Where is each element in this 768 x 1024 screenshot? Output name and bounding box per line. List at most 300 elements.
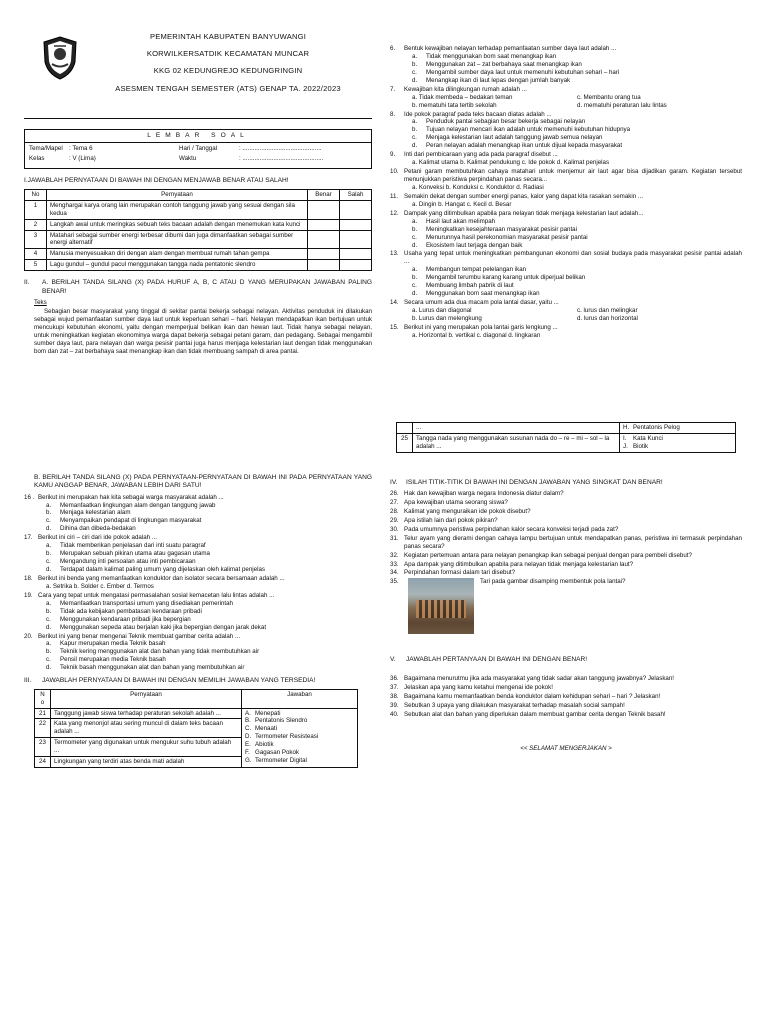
- col-no: No: [25, 189, 47, 200]
- question-number: 37.: [390, 683, 399, 691]
- row-statement: Langkah awal untuk meringkas sebuah teks bacaan adalah dengan menemukan kata kunci: [47, 219, 308, 230]
- section4-heading: [390, 479, 742, 487]
- question-number: 30.: [390, 525, 399, 533]
- option-list: [412, 53, 742, 85]
- question-number: 40.: [390, 710, 399, 718]
- question-text: Usaha yang tepat untuk meningkatkan pembangunan ekonomi dan sosial budaya pada masyarakat pesisir pantai adalah ...: [404, 250, 742, 266]
- option-text: Mengandung inti persoalan atau inti pembicaraan: [60, 558, 196, 566]
- question-row: [390, 561, 742, 569]
- question-number: 12.: [390, 209, 399, 217]
- option-letter: b.: [412, 274, 418, 282]
- row-number: 2: [25, 219, 47, 230]
- option-text: Terdapat dalam kalimat paling umum yang dijelaskan oleh kalimat penjelas: [60, 566, 265, 573]
- option: [412, 226, 742, 234]
- question-text: Kegiatan pertemuan antara para nelayan penangkap ikan sebagai penjual dengan para pembeli disebut?: [404, 551, 692, 559]
- question-number: 34.: [390, 569, 399, 577]
- question-row: [390, 526, 742, 534]
- matching-table: [34, 689, 358, 769]
- option-text: Kapur merupakan media Teknik basah: [60, 640, 166, 648]
- section5-heading: [390, 656, 742, 664]
- closing-message: << SELAMAT MENGERJAKAN >: [520, 744, 612, 752]
- question-number: 19.: [24, 591, 33, 599]
- option-letter: a.: [412, 52, 418, 60]
- question-text: Perpindahan formasi dalam tari disebut?: [404, 569, 516, 577]
- question-number: 38.: [390, 692, 399, 700]
- section2-num: II.: [24, 279, 30, 287]
- option-letter: a.: [46, 501, 52, 509]
- question-text: Berikut ini benda yang memanfaatkan konduktor dan isolator secara bersamaan adalah ...: [38, 574, 285, 582]
- question-row: [24, 633, 372, 641]
- option-text: a. Kalimat utama b. Kalimat pendukung c. Ide pokok d. Kalimat penjelas: [412, 159, 610, 167]
- section4-questions: [390, 490, 742, 634]
- option-letter: b.: [46, 648, 52, 656]
- sheet-info-box: [24, 129, 372, 169]
- question-number: 32.: [390, 551, 399, 559]
- question-row: [390, 490, 742, 498]
- answer-letter: A.: [245, 709, 251, 717]
- option: [46, 566, 372, 574]
- option: [46, 616, 372, 624]
- option: [412, 69, 742, 77]
- salah-cell: [340, 260, 372, 271]
- row-number: 23: [35, 738, 51, 757]
- option-text: Membangun tempat pelelangan ikan: [426, 266, 527, 274]
- option: [412, 218, 742, 226]
- option: [412, 142, 742, 150]
- option-letter: b.: [412, 225, 418, 233]
- question-text: Berikut ini yang merupakan pola lantai garis lengkung ...: [404, 323, 558, 331]
- benar-cell: [308, 200, 340, 219]
- question-row: [24, 592, 372, 600]
- row-statement: Matahari sebagai sumber energi terbesar dibumi dan juga dimanfaatkan sebagai sumber energi alternatif: [47, 230, 308, 249]
- section4-title: ISILAH TITIK-TITIK DI BAWAH INI DENGAN JAWABAN YANG SINGKAT DAN BENAR!: [406, 478, 663, 486]
- option-text: Tidak ada kebijakan pembatasan kendaraan pribadi: [60, 607, 202, 615]
- table-row: [25, 219, 372, 230]
- answer-option: [623, 435, 732, 443]
- option-letter: d.: [46, 566, 52, 573]
- row-number: 5: [25, 260, 47, 271]
- option-list: [412, 218, 742, 250]
- col-jawaban: Jawaban: [242, 689, 358, 708]
- answer-letter: G.: [245, 757, 252, 765]
- answer-text: Biotik: [633, 442, 649, 450]
- option-letter: d.: [412, 241, 418, 249]
- matching-table-continued: [396, 422, 736, 453]
- question-row: [24, 494, 372, 502]
- question-text: Semakin dekat dengan sumber energi panas, kalor yang dapat kita rasakan semakin ...: [404, 192, 644, 200]
- benar-cell: [308, 249, 340, 260]
- question-row: [24, 575, 372, 583]
- option: [46, 656, 372, 664]
- benar-cell: [308, 230, 340, 249]
- question-number: 20.: [24, 632, 33, 640]
- option-text: a. Konveksi b. Konduksi c. Konduktor d. Radiasi: [412, 183, 544, 191]
- option-text: a. Tidak membeda – bedakan teman: [412, 93, 513, 101]
- answer-text: Termometer Digital: [255, 757, 307, 765]
- option-text: Memanfaatkan transportasi umum yang disediakan pemerintah: [60, 599, 233, 607]
- option-letter: b.: [412, 126, 418, 134]
- question-text: Tari pada gambar disamping membentuk pola lantai?: [480, 578, 626, 586]
- answer-option: [245, 717, 354, 725]
- option: [412, 282, 742, 290]
- question-number: 10.: [390, 168, 399, 176]
- option-text: a. Horizontal b. vertikal c. diagonal d. lingkaran: [412, 331, 541, 339]
- header-exam-title: ASESMEN TENGAH SEMESTER (ATS) GENAP TA. 2022/2023: [115, 83, 341, 93]
- answer-option: [245, 749, 354, 757]
- row-number: 22: [35, 719, 51, 738]
- option-letter: d.: [46, 623, 52, 631]
- option-letter: d.: [46, 525, 52, 533]
- option: [46, 542, 372, 550]
- question-row: [390, 193, 742, 201]
- question-number: 27.: [390, 498, 399, 506]
- row-number: 24: [35, 757, 51, 768]
- question-text: Apa kewajiban utama seorang siswa?: [404, 498, 508, 506]
- question-item: [24, 633, 372, 673]
- option-row: [412, 307, 742, 315]
- question-row: [390, 569, 742, 577]
- option-letter: a.: [412, 266, 418, 274]
- waktu-label: Waktu: [179, 155, 197, 163]
- question-row: [390, 517, 742, 525]
- option-row: [46, 583, 372, 591]
- section1-title: I.JAWABLAH PERNYATAAN DI BAWAH INI DENGAN MENJAWAB BENAR ATAU SALAH!: [24, 177, 289, 185]
- question-number: 31.: [390, 534, 399, 542]
- question-number: 28.: [390, 507, 399, 515]
- section3-num: III.: [24, 677, 32, 685]
- question-item: [24, 534, 372, 574]
- row-statement: Termometer yang digunakan untuk mengukur suhu tubuh adalah ...: [51, 738, 242, 757]
- question-item: [390, 210, 742, 250]
- question-text: Bagaimana kamu memanfaatkan benda konduktor dalam kehidupan sehari – hari ? Jelaskan!: [404, 692, 661, 700]
- option-letter: d.: [412, 76, 418, 84]
- table-row: [25, 249, 372, 260]
- option-letter: d.: [412, 290, 418, 298]
- option: [46, 550, 372, 558]
- header-divider: [24, 118, 372, 119]
- option-row: [412, 332, 742, 340]
- section2-title: A. BERILAH TANDA SILANG (X) PADA HURUF A, B, C ATAU D YANG MERUPAKAN JAWABAN PALING BENAR!: [42, 279, 372, 295]
- question-text: Secara umum ada dua macam pola lantai dasar, yaitu ...: [404, 299, 559, 307]
- option-list: [46, 542, 372, 574]
- option-letter: d.: [412, 142, 418, 150]
- option: [46, 509, 372, 517]
- question-row: [390, 684, 742, 692]
- question-item: [390, 193, 742, 209]
- option-text: Teknik basah menggunakan alat dan bahan yang membutuhkan air: [60, 664, 245, 672]
- option: [412, 234, 742, 242]
- option-text: Penduduk pantai sebagian besar bekerja sebagai nelayan: [426, 118, 586, 126]
- row-statement: Kata yang menonjol atau sering muncul di dalam teks bacaan adalah ...: [51, 719, 242, 738]
- option-text: d. lurus dan horizontal: [577, 314, 638, 322]
- option-letter: c.: [46, 615, 51, 623]
- option-text: c. Membantu orang tua: [577, 93, 641, 101]
- table-row: [35, 708, 358, 719]
- option-letter: c.: [46, 656, 51, 664]
- option-letter: a.: [412, 118, 418, 126]
- option-list: [46, 640, 372, 672]
- answer-letter: H.: [623, 423, 630, 431]
- section3-title: JAWABLAH PERNYATAAN DI BAWAH INI DENGAN MEMILIH JAWABAN YANG TERSEDIA!: [42, 677, 316, 685]
- option-text: Menangkap ikan di laut lepas dengan jumlah banyak: [426, 76, 571, 84]
- option-letter: b.: [46, 607, 52, 615]
- option-letter: d.: [46, 664, 52, 672]
- section3-heading: [24, 677, 372, 685]
- section5-title: JAWABLAH PERTANYAAN DI BAWAH INI DENGAN BENAR!: [406, 656, 588, 664]
- option-text: Meningkatkan kesejahteraan masyarakat pesisir pantai: [426, 225, 577, 233]
- question-row: [390, 508, 742, 516]
- option-letter: c.: [412, 68, 417, 76]
- answer-text: Menaati: [255, 725, 278, 733]
- option-text: Tujuan nelayan mencari ikan adalah untuk memenuhi kebutuhan hidupnya: [426, 126, 631, 134]
- question-text: Sebutkan 3 upaya yang dilakukan masyarakat terhadap masalah social sampah!: [404, 701, 625, 709]
- answer-text: Abiotik: [255, 741, 274, 749]
- tema-label: Tema/Mapel: [29, 145, 63, 153]
- question-item: [24, 592, 372, 632]
- option: [412, 61, 742, 69]
- right-column: [390, 44, 742, 752]
- question-number: 16 .: [24, 493, 35, 501]
- question-text: Ide pokok paragraf pada teks bacaan diatas adalah ...: [404, 110, 552, 118]
- question-text: Petani garam membutuhkan cahaya matahari untuk menjemur air laut agar bisa dijadikan garam. Kegiatan tersebut menunjukkan peristiwa perpindahan panas secara...: [404, 168, 742, 183]
- table-row: [25, 230, 372, 249]
- answer-letter: B.: [245, 717, 251, 725]
- option: [412, 134, 742, 142]
- option: [412, 242, 742, 250]
- question-text: Kalimat yang menguraikan ide pokok disebut?: [404, 507, 531, 515]
- row-number: 3: [25, 230, 47, 249]
- hari-label: Hari / Tanggal: [179, 145, 218, 153]
- question-row: [24, 534, 372, 542]
- kelas-value: : V (Lima): [69, 155, 96, 163]
- question-text: Kewajiban kita dilingkungan rumah adalah ...: [404, 85, 527, 93]
- option-row: [412, 315, 742, 323]
- option-text: Menjaga kelestarian laut adalah tanggung jawab semua nelayan: [426, 134, 603, 142]
- col-no: N o: [35, 689, 51, 708]
- row-statement: Menghargai karya orang lain merupakan contoh tanggung jawab yang sesuai dengan sila kedua: [47, 200, 308, 219]
- answer-text: Pentatonis Slendro: [255, 717, 308, 725]
- sheet-title: LEMBAR SOAL: [25, 130, 371, 143]
- question-text: Bagaimana menurutmu jika ada masyarakat yang tidak sadar akan tanggung jawabnya? Jelaskan!: [404, 674, 675, 682]
- teks-label: Teks: [34, 299, 47, 307]
- option-text: b. Lurus dan melengkung: [412, 314, 482, 322]
- option-list: [412, 266, 742, 298]
- option: [412, 77, 742, 85]
- answer-letter: C.: [245, 725, 252, 733]
- option-text: Menyampaikan pendapat di lingkungan masyarakat: [60, 517, 202, 525]
- option: [46, 502, 372, 510]
- question-row: [390, 86, 742, 94]
- row-number: 4: [25, 249, 47, 260]
- answer-letter: I.: [623, 434, 627, 442]
- option: [46, 608, 372, 616]
- table-row: [25, 200, 372, 219]
- row-text: Tangga nada yang menggunakan susunan nada do – re – mi – sol – la adalah ...: [413, 433, 620, 452]
- option-text: Menggunakan bom saat menangkap ikan: [426, 290, 540, 298]
- option-letter: a.: [46, 640, 52, 648]
- option: [412, 53, 742, 61]
- question-row: [390, 702, 742, 710]
- option: [46, 517, 372, 525]
- benar-cell: [308, 260, 340, 271]
- option: [46, 664, 372, 672]
- option-text: Memanfaatkan lingkungan alam dengan tanggung jawab: [60, 501, 216, 509]
- option-list: [46, 502, 372, 534]
- answer-option: [245, 733, 354, 741]
- question-item: [24, 575, 372, 591]
- option-text: c. lurus dan melingkar: [577, 307, 638, 314]
- option-text: Mengambil terumbu karang karang untuk diperjual belikan: [426, 274, 586, 282]
- salah-cell: [340, 230, 372, 249]
- question-row: [390, 535, 742, 551]
- option-letter: b.: [46, 509, 52, 517]
- question-number: 35.: [390, 578, 399, 586]
- option-letter: a.: [412, 217, 418, 225]
- col-salah: Salah: [340, 189, 372, 200]
- question-text: Sebutkan alat dan bahan yang diperlukan dalam membuat gambar cerita dengan Teknik basah!: [404, 710, 666, 718]
- section2-heading: [24, 279, 372, 296]
- question-number: 33.: [390, 560, 399, 568]
- question-row: [390, 111, 742, 119]
- answer-list: [242, 708, 358, 768]
- question-number: 26.: [390, 490, 399, 497]
- option-text: Ekosistem laut terjaga dengan baik: [426, 241, 523, 249]
- row-statement: Lingkungan yang terdiri atas benda mati adalah: [51, 757, 242, 768]
- col-pernyataan: Pernyataan: [51, 689, 242, 708]
- question-item: [390, 250, 742, 298]
- question-item: [390, 151, 742, 167]
- option-list: [412, 118, 742, 150]
- reading-passage: Sebagian besar masyarakat yang tinggal di sekitar pantai bekerja sebagai nelayan. Aktivitas penduduk ini dilakukan sebagai wujud pemanfaatan sumber daya laut untuk keperluan sehari – hari. Nelayan mendapatkan ikan bertujuan untuk mencukupi kebutuhan ekonomi, yaitu dengan memperjual belikan ikan dan hewan laut. Tidak hanya sebagai nelayan, untuk meningkatkan kegiatan ekonominya warga dapat bekerja sebagai petani garam, dan pedagang. Sebagai mengambil sumber daya laut, para nelayan dan warga pesisir pantai juga harus menjaga kelestarian laut dengan tidak menggunakan bom dan zat – zat berbahaya saat menangkap ikan dan tidak membuang sampah di area pantai.: [34, 308, 372, 355]
- row-text: ...: [413, 422, 620, 433]
- question-row: [390, 45, 742, 53]
- answer-text: Termometer Resisteasi: [255, 733, 319, 741]
- col-pernyataan: Pernyataan: [47, 189, 308, 200]
- question-item: [24, 494, 372, 534]
- option-text: Dihina dan dibeda-bedakan: [60, 525, 136, 533]
- answer-text: Menepati: [255, 709, 281, 717]
- benar-cell: [308, 219, 340, 230]
- option-letter: b.: [46, 550, 52, 558]
- answer-text: Gagasan Pokok: [255, 749, 300, 757]
- dance-photo: [408, 578, 474, 634]
- answer-text: Pentatonis Pelog: [633, 423, 680, 431]
- option-row: [412, 159, 742, 167]
- question-row: [390, 578, 742, 634]
- option-text: Menggunakan zat – zat berbahaya saat menangkap ikan: [426, 60, 582, 68]
- answer-letter: D.: [245, 733, 252, 741]
- option-letter: c.: [412, 282, 417, 290]
- table-row: [397, 433, 736, 452]
- header-korwil: KORWILKERSATDIK KECAMATAN MUNCAR: [146, 49, 310, 59]
- section4-num: IV.: [390, 478, 398, 486]
- table-row: [25, 260, 372, 271]
- option: [46, 525, 372, 533]
- question-number: 6.: [390, 45, 396, 52]
- option-text: Pensil merupakan media Teknik basah: [60, 656, 166, 664]
- option-text: Tidak memberikan penjelasan dari inti suatu paragraf: [60, 542, 206, 550]
- option-text: Peran nelayan adalah menangkap ikan untuk dijual kepada masyarakat: [426, 142, 623, 150]
- answer-option: [623, 443, 732, 451]
- option-text: a. Dingin b. Hangat c. Kecil d. Besar: [412, 200, 512, 208]
- question-text: Apa istilah lain dari pokok pikiran?: [404, 516, 498, 524]
- answer-option: [245, 757, 354, 765]
- option-text: Teknik kering menggunakan alat dan bahan yang tidak membutuhkan air: [60, 648, 260, 656]
- question-row: [390, 299, 742, 307]
- question-text: Pada umumnya peristiwa perpindahan kalor secara konveksi terjadi pada zat?: [404, 525, 619, 533]
- answer-letter: F.: [245, 749, 250, 757]
- question-text: Cara yang tepat untuk mengatasi permasalahan sosial kemacetan lalu lintas adalah ...: [38, 591, 275, 599]
- row-statement: Lagu gundul – gundul pacul menggunakan tangga nada pentatonic slendro: [47, 260, 308, 271]
- answer-option: [245, 741, 354, 749]
- option: [46, 600, 372, 608]
- question-text: Hak dan kewajiban warga negara Indonesia diatur dalam?: [404, 490, 564, 497]
- header-government: PEMERINTAH KABUPATEN BANYUWANGI: [149, 32, 307, 41]
- question-number: 39.: [390, 701, 399, 709]
- row-statement: Tanggung jawab siswa terhadap peraturan sekolah adalah ...: [51, 708, 242, 719]
- kelas-label: Kelas: [29, 155, 45, 163]
- section5-questions: [390, 675, 742, 719]
- letterhead: [24, 26, 372, 118]
- answer-option: [245, 725, 354, 733]
- option-text: Menurunnya hasil perekonomian masyarakat pesisir pantai: [426, 233, 588, 241]
- answer-option: [245, 710, 354, 718]
- question-text: Telur ayam yang dierami dengan cahaya lampu bertujuan untuk mendapatkan panas, peristiwa ini termasuk perpindahan panas secara?: [404, 534, 742, 550]
- regency-logo-icon: [42, 36, 78, 80]
- question-text: Inti dari pembicaraan yang ada pada paragraf disebut ...: [404, 151, 558, 159]
- question-text: Berikut ini yang benar mengenai Teknik membuat gambar cerita adalah ...: [38, 632, 241, 640]
- question-item: [390, 168, 742, 192]
- question-item: [390, 324, 742, 340]
- salah-cell: [340, 249, 372, 260]
- multiple-choice-questions: [390, 45, 742, 340]
- option: [412, 274, 742, 282]
- option-letter: c.: [46, 558, 51, 566]
- question-number: 18.: [24, 574, 33, 582]
- option-text: Tidak menggunakan bom saat menangkap ikan: [426, 52, 557, 60]
- option-list: [46, 600, 372, 632]
- option-letter: b.: [412, 60, 418, 68]
- salah-cell: [340, 200, 372, 219]
- option-text: a. Setrika b. Solder c. Ember d. Termos: [46, 582, 154, 590]
- question-row: [390, 675, 742, 683]
- question-row: [390, 168, 742, 184]
- question-text: Apa dampak yang ditimbulkan apabila para nelayan tidak menjaga kelestarian laut?: [404, 560, 634, 568]
- question-item: [390, 111, 742, 151]
- question-row: [390, 151, 742, 159]
- option: [46, 640, 372, 648]
- row-statement: Manusia menyesuaikan diri dengan alam dengan membuat rumah tahan gempa: [47, 249, 308, 260]
- option: [412, 118, 742, 126]
- option-text: Membuang limbah pabrik di laut: [426, 282, 514, 290]
- question-row: [390, 693, 742, 701]
- left-column: [24, 26, 372, 768]
- question-number: 29.: [390, 516, 399, 524]
- option: [412, 290, 742, 298]
- question-number: 36.: [390, 674, 399, 682]
- option-text: Merupakan sebuah pikiran utama atau gagasan utama: [60, 550, 210, 558]
- option-text: b. mematuhi tata tertib sekolah: [412, 101, 497, 109]
- question-number: 11.: [390, 192, 399, 200]
- option-letter: c.: [412, 233, 417, 241]
- option-row: [412, 184, 742, 192]
- section2b-title: B. BERILAH TANDA SILANG (X) PADA PERNYATAAN-PERNYATAAN DI BAWAH INI PADA PERNYATAAN YANG KAMU ANGGAP BENAR, JAWABAN LEBIH DARI SATU!: [34, 473, 372, 490]
- option-letter: a.: [46, 542, 52, 550]
- option-text: a. Lurus dan diagonal: [412, 307, 472, 314]
- option-row: [412, 201, 742, 209]
- option-row: [412, 94, 742, 102]
- question-text: Dampak yang ditimbulkan apabila para nelayan tidak menjaga kelestarian laut adalah...: [404, 209, 644, 217]
